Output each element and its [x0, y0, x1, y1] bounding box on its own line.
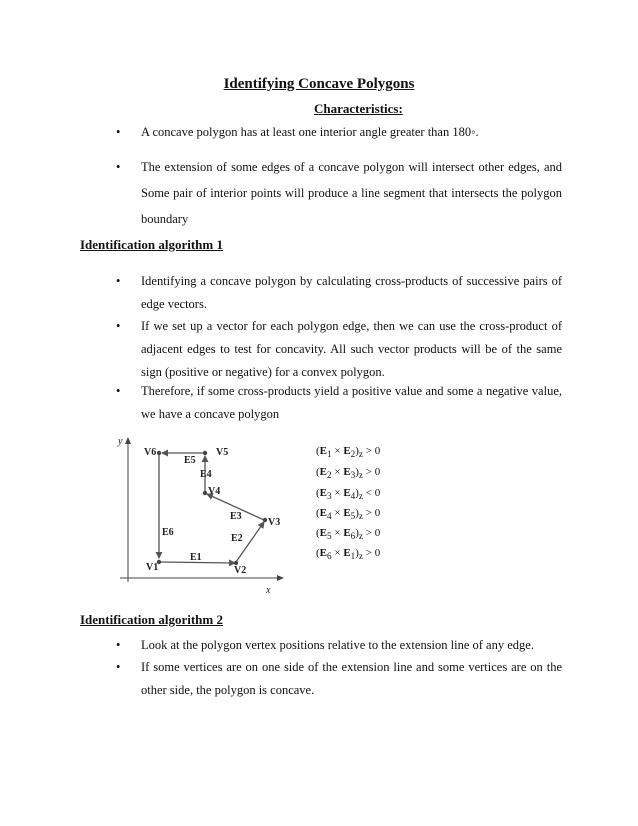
- vertex-v5: [203, 451, 207, 455]
- vertex-label-v4: V4: [208, 486, 221, 497]
- text-line: The extension of some edges of a concave polygon will intersect other edges, and: [141, 160, 562, 174]
- equation: $(E_2 \times E_3)_z > 0$: [316, 466, 381, 481]
- text-line: we have a concave polygon: [141, 407, 280, 421]
- vertex-label-v6: V6: [144, 447, 157, 458]
- equation: $(E_6 \times E_1)_z > 0$: [316, 547, 381, 562]
- bullet-icon: •: [116, 160, 121, 174]
- section-heading: Identification algorithm 2: [80, 612, 223, 627]
- edge-label-e2: E2: [231, 533, 243, 544]
- edge-label-e1: E1: [190, 552, 202, 563]
- equation: $(E_5 \times E_6)_z > 0$: [316, 527, 381, 542]
- bullet-icon: •: [116, 125, 121, 139]
- text-line: If some vertices are on one side of the extension line and some vertices are on the: [141, 660, 562, 674]
- vertex-label-v2: V2: [234, 565, 247, 576]
- text-line: adjacent edges to test for concavity. All such vector products will be of the same: [141, 342, 562, 356]
- text-line: A concave polygon has at least one interior angle greater than 180◦.: [141, 125, 479, 139]
- text-line: edge vectors.: [141, 297, 207, 311]
- vertex-v3: [263, 518, 267, 522]
- equation: $(E_3 \times E_4)_z < 0$: [316, 487, 381, 502]
- bullet-icon: •: [116, 660, 121, 674]
- text-line: If we set up a vector for each polygon edge, then we can use the cross-product of: [141, 319, 562, 333]
- equation: $(E_1 \times E_2)_z > 0$: [316, 445, 381, 460]
- section-subtitle: Characteristics:: [314, 101, 403, 116]
- text-line: boundary: [141, 212, 189, 226]
- section-heading: Identification algorithm 1: [80, 237, 223, 252]
- edge-label-e5: E5: [184, 455, 196, 466]
- text-line: Identifying a concave polygon by calculating cross-products of successive pairs of: [141, 274, 562, 288]
- vertex-label-v3: V3: [268, 517, 281, 528]
- text-line: sign (positive or negative) for a convex polygon.: [141, 365, 385, 379]
- bullet-icon: •: [116, 319, 121, 333]
- page-title: Identifying Concave Polygons: [223, 76, 415, 92]
- edge-label-e4: E4: [200, 469, 212, 480]
- vertex-label-v1: V1: [146, 562, 159, 573]
- y-axis-label: y: [118, 436, 123, 447]
- bullet-icon: •: [116, 274, 121, 288]
- text-line: Look at the polygon vertex positions relative to the extension line of any edge.: [141, 638, 534, 652]
- equation: $(E_4 \times E_5)_z > 0$: [316, 507, 381, 522]
- x-axis-label: x: [266, 585, 271, 596]
- text-line: Therefore, if some cross-products yield a positive value and some a negative value,: [141, 384, 562, 398]
- edge-label-e6: E6: [162, 527, 174, 538]
- text-line: Some pair of interior points will produce a line segment that intersects the polygon: [141, 186, 562, 200]
- polygon-figure: [112, 432, 292, 598]
- vertex-v4: [203, 491, 207, 495]
- vertex-v6: [157, 451, 161, 455]
- x-axis-arrow-icon: [277, 575, 284, 581]
- bullet-icon: •: [116, 638, 121, 652]
- y-axis-arrow-icon: [125, 437, 131, 444]
- text-line: other side, the polygon is concave.: [141, 683, 315, 697]
- vertex-label-v5: V5: [216, 447, 229, 458]
- edge-label-e3: E3: [230, 511, 242, 522]
- bullet-icon: •: [116, 384, 121, 398]
